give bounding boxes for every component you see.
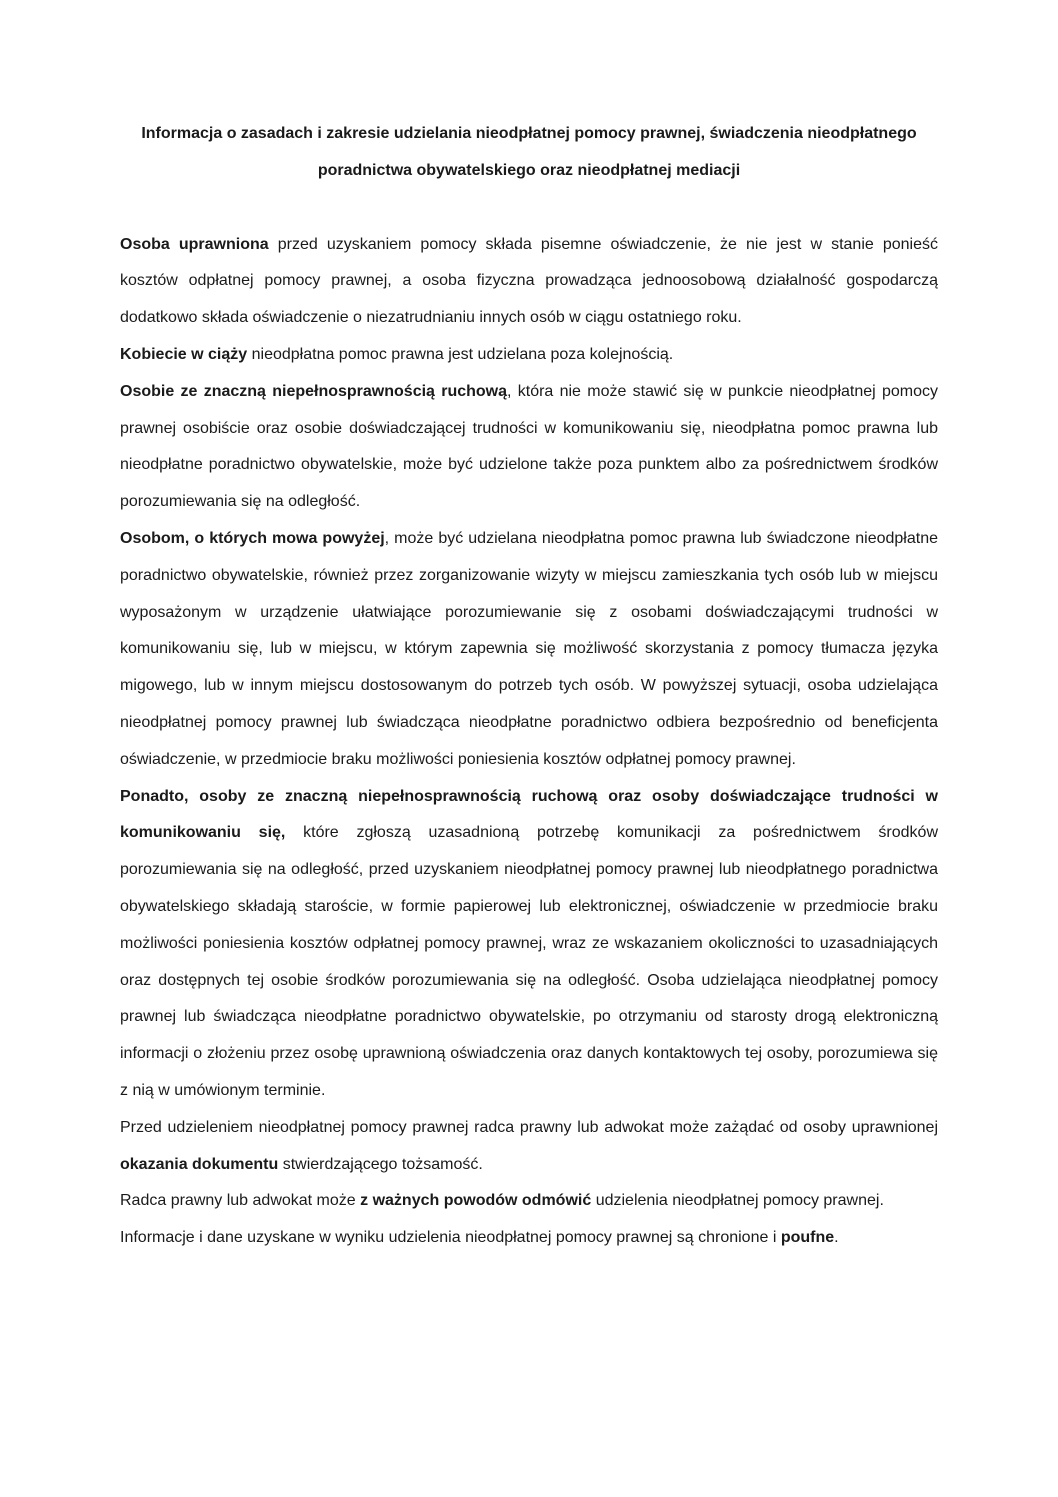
text-run-bold: z ważnych powodów odmówić bbox=[360, 1192, 592, 1210]
paragraph bbox=[120, 337, 938, 374]
text-run-bold: poufne bbox=[780, 1229, 835, 1247]
text-run: udzielenia nieodpłatnej pomocy prawnej. bbox=[591, 1192, 884, 1210]
text-run-bold: Osobie ze znaczną niepełnosprawnością ruchową bbox=[120, 382, 508, 400]
text-run: . bbox=[834, 1229, 839, 1247]
text-run: Przed udzieleniem nieodpłatnej pomocy prawnej radca prawny lub adwokat może zażądać od osoby uprawnionej bbox=[120, 1118, 938, 1136]
paragraph bbox=[120, 521, 938, 779]
text-run-bold: Ponadto, osoby ze znaczną niepełnosprawnością ruchową oraz osoby doświadczające trudności w komunikowaniu się, bbox=[120, 787, 938, 842]
paragraph bbox=[120, 779, 938, 1110]
text-run: stwierdzającego tożsamość. bbox=[278, 1155, 483, 1173]
document-title: Informacja o zasadach i zakresie udzielania nieodpłatnej pomocy prawnej, świadczenia nieodpłatnego poradnictwa obywatelskiego oraz nieodpłatnej mediacji bbox=[141, 125, 917, 179]
document-body bbox=[120, 227, 938, 1257]
text-run: , może być udzielana nieodpłatna pomoc prawna lub świadczone nieodpłatne poradnictwo obywatelskie, również przez zorganizowanie wizyty w miejscu zamieszkania tych osób lub w miejscu wyposażonym w urządzenie ułatwiające porozumiewanie się z osobami doświadczającymi trudności w komunikowaniu się, lub w miejscu, w którym zapewnia się możliwość skorzystania z pomocy tłumacza języka migowego, lub w innym miejscu dostosowanym do potrzeb tych osób. W powyższej sytuacji, osoba udzielająca nieodpłatnej pomocy prawnej lub świadcząca nieodpłatne poradnictwo odbiera bezpośrednio od beneficjenta oświadczenie, w przedmiocie braku możliwości poniesienia kosztów odpłatnej pomocy prawnej. bbox=[120, 529, 938, 768]
paragraph bbox=[120, 1110, 938, 1184]
text-run: nieodpłatna pomoc prawna jest udzielana poza kolejnością. bbox=[247, 345, 674, 363]
text-run: , która nie może stawić się w punkcie nieodpłatnej pomocy prawnej osobiście oraz osobie doświadczającej trudności w komunikowaniu się, nieodpłatna pomoc prawna lub nieodpłatne poradnictwo obywatelskie, może być udzielone także poza punktem albo za pośrednictwem środków porozumiewania się na odległość. bbox=[120, 382, 938, 511]
text-run: Radca prawny lub adwokat może bbox=[120, 1192, 361, 1210]
text-run: Informacje i dane uzyskane w wyniku udzielenia nieodpłatnej pomocy prawnej są chronione i bbox=[120, 1229, 781, 1247]
paragraph bbox=[120, 1220, 938, 1257]
paragraph bbox=[120, 1183, 938, 1220]
paragraph bbox=[120, 374, 938, 521]
text-run-bold: okazania dokumentu bbox=[120, 1155, 279, 1173]
text-run-bold: Kobiecie w ciąży bbox=[120, 345, 248, 363]
text-run-bold: Osobom, o których mowa powyżej bbox=[120, 529, 385, 547]
text-run: które zgłoszą uzasadnioną potrzebę komunikacji za pośrednictwem środków porozumiewania się na odległość, przed uzyskaniem nieodpłatnej pomocy prawnej lub nieodpłatnego poradnictwa obywatelskiego składają staroście, w formie papierowej lub elektronicznej, oświadczenie w przedmiocie braku możliwości poniesienia kosztów odpłatnej pomocy prawnej, wraz ze wskazaniem okoliczności to uzasadniających oraz dostępnych tej osobie środków porozumiewania się na odległość. Osoba udzielająca nieodpłatnej pomocy prawnej lub świadcząca nieodpłatne poradnictwo obywatelskie, po otrzymaniu od starosty drogą elektroniczną informacji o złożeniu przez osobę uprawnioną oświadczenia oraz danych kontaktowych tej osoby, porozumiewa się z nią w umówionym terminie. bbox=[120, 824, 938, 1099]
paragraph bbox=[120, 227, 938, 337]
text-run-bold: Osoba uprawniona bbox=[120, 235, 269, 253]
text-run: przed uzyskaniem pomocy składa pisemne oświadczenie, że nie jest w stanie ponieść kosztów odpłatnej pomocy prawnej, a osoba fizyczna prowadząca jednoosobową działalność gospodarczą dodatkowo składa oświadczenie o niezatrudnianiu innych osób w ciągu ostatniego roku. bbox=[120, 235, 939, 327]
document-content bbox=[120, 116, 938, 1257]
